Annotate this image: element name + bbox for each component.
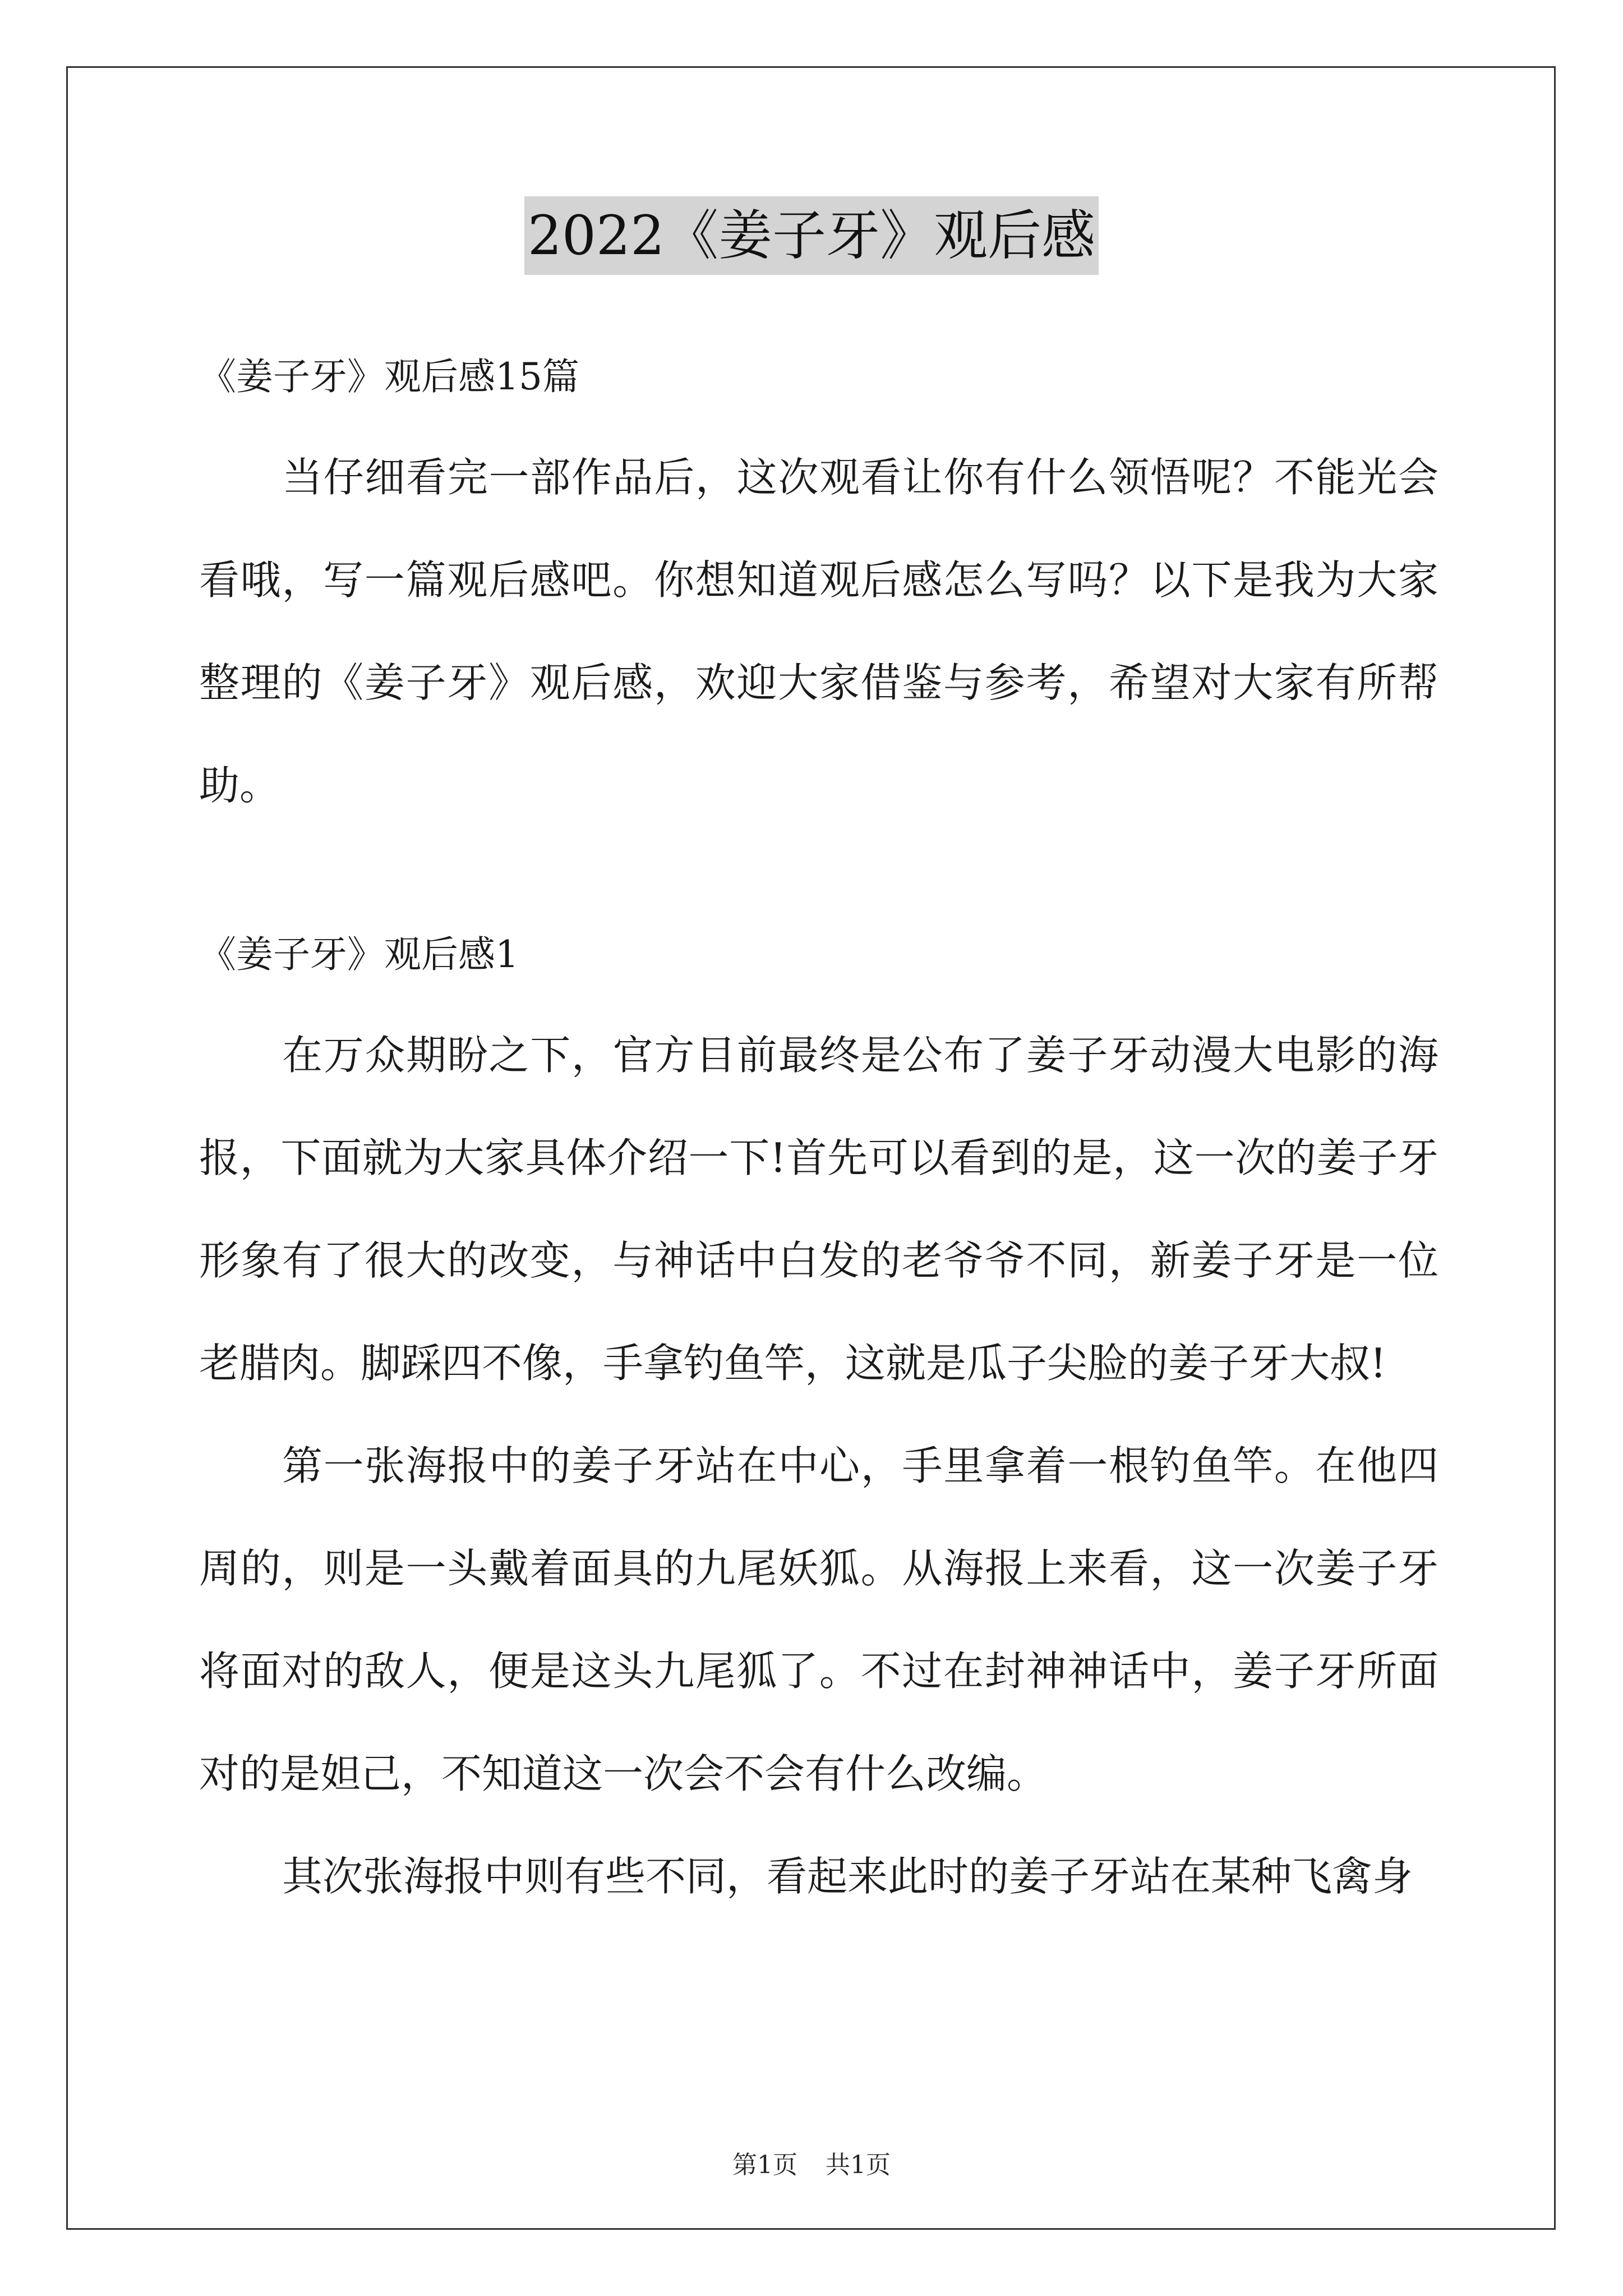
body-paragraph: 其次张海报中则有些不同，看起来此时的姜子牙站在某种飞禽身 (282, 1853, 1413, 1900)
page-footer (0, 2148, 1623, 2182)
page-total: 共1页 (826, 2151, 891, 2179)
body-paragraph: 第一张海报中的姜子牙站在中心，手里拿着一根钓鱼竿。在他四周的，则是一头戴着面具的九尾妖狐。从海报上来看，这一次姜子牙将面对的敌人，便是这头九尾狐了。不过在封神神话中，姜子牙所面对的是妲己，不知道这一次会不会有什么改编。 (199, 1442, 1438, 1797)
page-number: 第1页 (732, 2151, 797, 2179)
spacer (199, 837, 1438, 921)
document-title: 2022《姜子牙》观后感 (524, 196, 1099, 275)
spacer (199, 988, 1438, 1004)
body-paragraph: 在万众期盼之下，官方目前最终是公布了姜子牙动漫大电影的海报，下面就为大家具体介绍一下!首先可以看到的是，这一次的姜子牙形象有了很大的改变，与神话中白发的老爷爷不同，新姜子牙是一位老腊肉。脚踩四不像，手拿钓鱼竿，这就是瓜子尖脸的姜子牙大叔! (199, 1032, 1438, 1387)
section-heading: 《姜子牙》观后感1 (199, 933, 519, 976)
document-body (199, 343, 1438, 1928)
spacer (199, 411, 1438, 426)
title-container (0, 196, 1623, 275)
subtitle-heading: 《姜子牙》观后感15篇 (199, 355, 579, 398)
intro-paragraph: 当仔细看完一部作品后，这次观看让你有什么领悟呢？不能光会看哦，写一篇观后感吧。你想知道观后感怎么写吗？以下是我为大家整理的《姜子牙》观后感，欢迎大家借鉴与参考，希望对大家有所帮助。 (199, 454, 1438, 809)
